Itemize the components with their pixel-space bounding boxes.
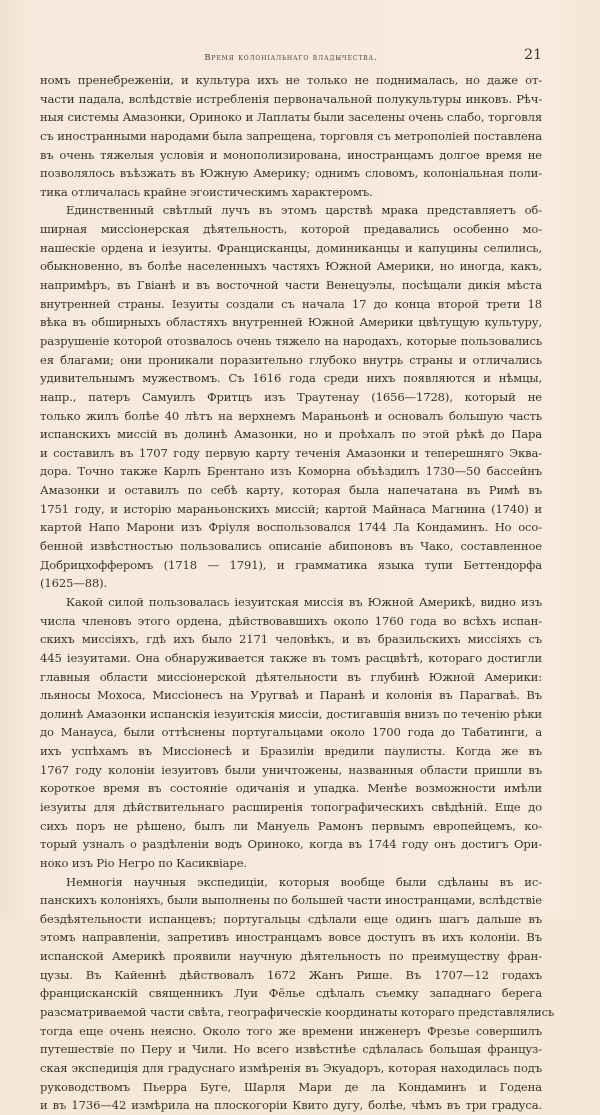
text-line: разрушеніе которой отозвалось очень тяжело на народахъ, которые пользовались	[40, 333, 542, 348]
text-line: ская экспедиція для градуснаго измѣренія въ Экуадоръ, которая находилась подъ	[40, 1060, 542, 1075]
text-line: 445 іезуитами. Она обнаруживается также въ томъ расцвѣтѣ, котораго достигли	[40, 650, 542, 665]
text-line: путешествіе по Перу и Чили. Но всего извѣстнѣе сдѣлалась большая француз-	[40, 1042, 542, 1057]
text-line: тогда еще очень неясно. Около того же времени инженеръ Фрезье совершилъ	[40, 1023, 542, 1038]
text-line: бездѣятельности испанцевъ; португальцы сдѣлали еще одинъ шагъ дальше въ	[40, 911, 542, 926]
text-line: позволялось въѣзжать въ Южную Америку; однимъ словомъ, колоніальная поли-	[40, 166, 542, 181]
text-line: съ иностранными народами была запрещена, торговля съ метрополіей поставлена	[40, 128, 542, 143]
text-line: до Манауса, были оттѣснены португальцами около 1700 года до Табатинги, а	[40, 725, 542, 740]
text-line: 1767 году колоніи іезуитовъ были уничтожены, названныя области пришли въ	[40, 762, 542, 777]
text-line: напр., патеръ Самуилъ Фритцъ изъ Траутенау (1656—1728), который не	[40, 389, 542, 404]
text-line: удивительнымъ мужествомъ. Съ 1616 года среди нихъ появляются и нѣмцы,	[40, 371, 542, 386]
text-line: цузы. Въ Кайеннѣ дѣйствовалъ 1672 Жанъ Рише. Въ 1707—12 годахъ	[40, 967, 542, 982]
text-line: Амазонки и оставилъ по себѣ карту, которая была напечатана въ Римѣ въ	[40, 483, 542, 498]
text-line: руководствомъ Пьерра Буге, Шарля Мари де ла Кондаминъ и Годена	[40, 1079, 542, 1094]
text-line: обыкновенно, въ болѣе населенныхъ частяхъ Южной Америки, но иногда, какъ,	[40, 259, 542, 274]
text-line: номъ пренебреженіи, и культура ихъ не только не поднималась, но даже от-	[40, 73, 542, 87]
text-line: ноко изъ Ріо Негро по Касиквіаре.	[40, 855, 247, 870]
running-title: Время колоніальнаго владычества.	[204, 53, 378, 63]
text-line: льяносы Мохоса, Миссіонесъ на Уругваѣ и Паранѣ и колонія въ Парагваѣ. Въ	[40, 688, 542, 703]
text-line: 1751 году, и исторію мараньонскихъ миссій; картой Майнаса Магнина (1740) и	[40, 501, 542, 516]
text-line: Какой силой пользовалась іезуитская миссія въ Южной Америкѣ, видно изъ	[66, 594, 542, 609]
text-line: скихъ миссіяхъ, гдѣ ихъ было 2171 человѣкъ, и въ бразильскихъ миссіяхъ съ	[40, 632, 542, 647]
text-line: напримѣръ, въ Гвіанѣ и въ восточной части Венецуэлы, посѣщали дикія мѣста	[40, 278, 542, 293]
text-line: испанской Америкѣ проявили научную дѣятельность по преимуществу фран-	[40, 949, 542, 964]
text-line: ея благами; они проникали поразительно глубоко внутрь страны и отличались	[40, 352, 542, 367]
text-line: Немногія научныя экспедиціи, которыя вообще были сдѣланы въ ис-	[66, 874, 542, 889]
text-line: іезуиты для дѣйствительнаго расширенія топографическихъ свѣдѣній. Еще до	[40, 799, 542, 814]
text-line: сихъ поръ не рѣшено, былъ ли Мануель Рамонъ первымъ европейцемъ, ко-	[40, 818, 542, 833]
text-line: въ очень тяжелыя условія и монополизирована, иностранцамъ долгое время не	[40, 147, 542, 162]
text-line: панскихъ колоніяхъ, были выполнены по большей части иностранцами, вслѣдствіе	[40, 893, 542, 908]
page-body	[40, 71, 555, 1115]
text-line: и составилъ въ 1707 году первую карту теченія Амазонки и теперешняго Эква-	[40, 445, 542, 460]
paragraph	[40, 201, 542, 592]
text-line: испанскихъ миссій въ долинѣ Амазонки, но и проѣхалъ по этой рѣкѣ до Пара	[40, 427, 542, 442]
text-line: ширная миссіонерская дѣятельность, которой предавались особенно мо-	[40, 222, 542, 237]
text-line: и въ 1736—42 измѣрила на плоскогоріи Квито дугу, болѣе, чѣмъ въ три градуса.	[40, 1098, 542, 1113]
page-number: 21	[524, 47, 542, 63]
text-line: вѣка въ обширныхъ областяхъ внутренней Южной Америки цвѣтущую культуру,	[40, 315, 542, 330]
text-line: картой Напо Марони изъ Фріуля воспользовался 1744 Ла Кондаминъ. Но осо-	[40, 520, 542, 535]
text-line: этомъ направленіи, запретивъ иностранцамъ вовсе доступъ въ ихъ колоніи. Въ	[40, 930, 542, 945]
text-line: Единственный свѣтлый лучъ въ этомъ царствѣ мрака представляетъ об-	[66, 203, 542, 218]
paragraph	[40, 593, 542, 873]
text-line: главныя области миссіонерской дѣятельности въ глубинѣ Южной Америки:	[40, 669, 542, 684]
text-line: бенной извѣстностью пользовались описаніе абипоновъ въ Чако, составленное	[40, 539, 542, 554]
text-line: ныя системы Амазонки, Ориноко и Лаплаты были заселены очень слабо, торговля	[40, 110, 542, 125]
text-line: числа членовъ этого ордена, дѣйствовавшихъ около 1760 года во всѣхъ испан-	[40, 613, 542, 628]
page-header	[40, 47, 542, 67]
text-line: тика отличалась крайне эгоистическимъ характеромъ.	[40, 184, 373, 199]
text-line: долинѣ Амазонки испанскія іезуитскія миссіи, достигавшія внизъ по теченію рѣки	[40, 706, 542, 721]
text-line: (1625—88).	[40, 576, 108, 591]
text-line: короткое время въ состояніе одичанія и упадка. Менѣе возможности имѣли	[40, 781, 542, 796]
text-line: торый узналъ о раздѣленіи водъ Ориноко, когда въ 1744 году онъ достигъ Ори-	[40, 837, 542, 852]
text-line: ихъ успѣхамъ въ Миссіонесѣ и Бразиліи вредили паулисты. Когда же въ	[40, 744, 542, 759]
text-line: францисканскій священникъ Луи Фёлье сдѣлалъ съемку западнаго берега	[40, 986, 542, 1001]
text-line: внутренней страны. Іезуиты создали съ начала 17 до конца второй трети 18	[40, 296, 542, 311]
text-line: части падала, вслѣдствіе истребленія первоначальной полукультуры инковъ. Рѣч-	[40, 91, 542, 106]
text-line: Добрицхофферомъ (1718 — 1791), и грамматика языка тупи Беттендорфа	[40, 557, 542, 572]
text-line: нашескіе ордена и іезуиты. Францисканцы, доминиканцы и капуцины селились,	[40, 240, 542, 255]
paragraph	[40, 71, 542, 201]
text-line: дора. Точно также Карлъ Брентано изъ Коморна объѣздилъ 1730—50 бассейнъ	[40, 464, 542, 479]
text-line: только жилъ болѣе 40 лѣтъ на верхнемъ Мараньонѣ и основалъ большую часть	[40, 408, 542, 423]
text-line: разсматриваемой части свѣта, географическіе координаты котораго представлялись	[40, 1005, 555, 1020]
paragraph	[40, 873, 555, 1115]
